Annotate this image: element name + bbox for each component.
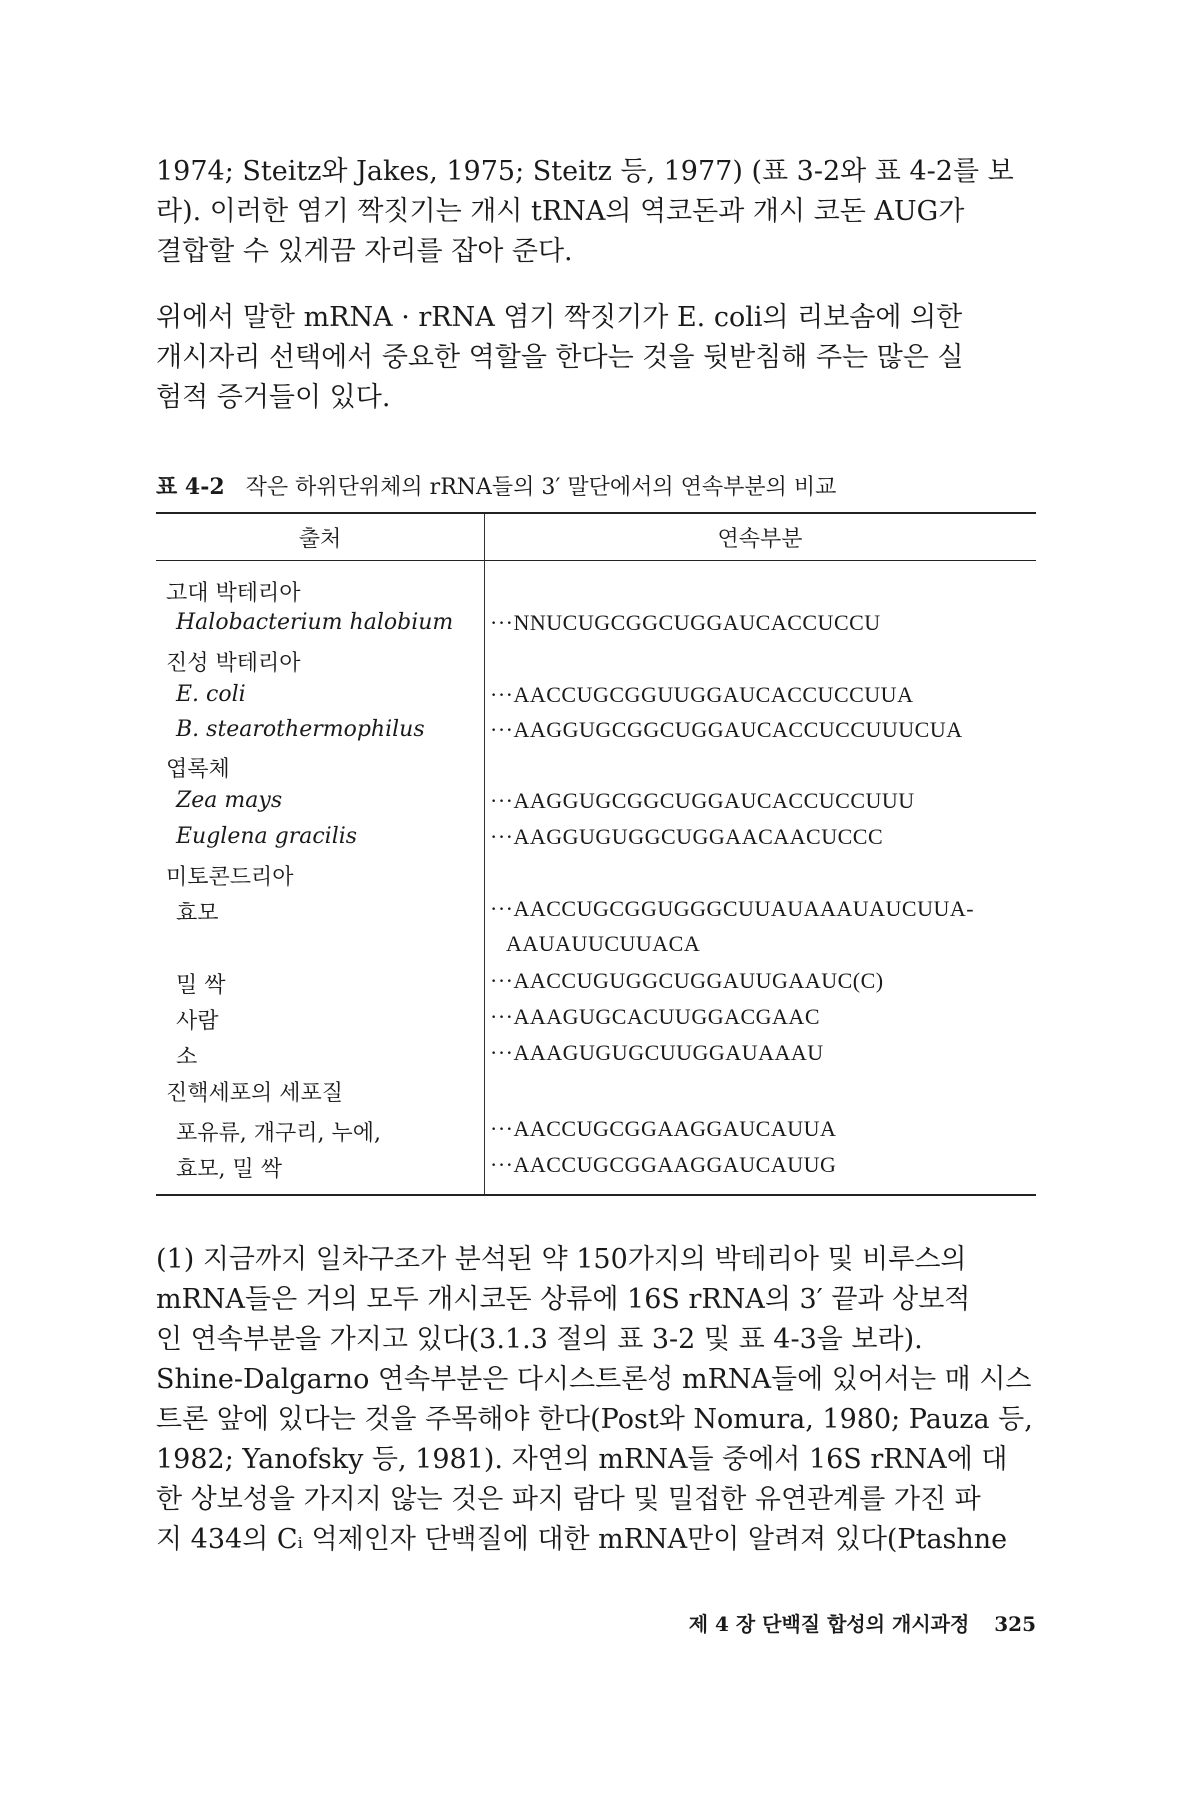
row-sequence: ···AAAGUGCACUUGGACGAAC [490,1004,820,1029]
text-line: mRNA들은 거의 모두 개시코돈 상류에 16S rRNA의 3′ 끝과 상보적 [156,1284,971,1315]
table-row [156,1036,1036,1070]
table-row [156,642,1036,676]
table-row [156,1148,1036,1182]
row-source: 진성 박테리아 [166,651,301,676]
table-row [156,1000,1036,1034]
row-sequence: ···AAAGUGUGCUUGGAUAAAU [490,1040,824,1065]
table-row [156,678,1036,712]
text-line: Shine-Dalgarno 연속부분은 다시스트론성 mRNA들에 있어서는 매 시스 [156,1364,1032,1395]
table-row [156,606,1036,640]
row-sequence: AAUAUUCUUACA [506,931,701,956]
row-source: Halobacterium halobium [176,610,454,635]
row-sequence: ···AAGGUGCGGCUGGAUCACCUCCUUUCUA [490,717,963,742]
row-source: 소 [176,1045,198,1070]
table-row [156,964,1036,998]
table-header-rule [156,560,1036,561]
text-line: 험적 증거들이 있다. [156,382,391,413]
text-line: 트론 앞에 있다는 것을 주목해야 한다(Post와 Nomura, 1980; Pauza 등, [156,1404,1033,1435]
text-line: 위에서 말한 mRNA · rRNA 염기 짝짓기가 E. coli의 리보솜에 의한 [156,302,963,333]
table-row [156,1112,1036,1146]
page-footer [580,1608,1036,1637]
row-source: 고대 박테리아 [166,581,301,606]
row-sequence: ···AACCUGCGGAAGGAUCAUUA [490,1116,837,1141]
row-source: 효모, 밀 싹 [176,1157,282,1182]
row-sequence: ···AACCUGCGGAAGGAUCAUUG [490,1152,837,1177]
text-line: 지 434의 Cᵢ 억제인자 단백질에 대한 mRNA만이 알려져 있다(Ptashne [156,1524,1008,1555]
table-bottom-rule [156,1194,1036,1196]
table-row [156,713,1036,747]
text-line: 결합할 수 있게끔 자리를 잡아 준다. [156,236,573,267]
text-line: 한 상보성을 가지지 않는 것은 파지 람다 및 밀접한 유연관계를 가진 파 [156,1484,981,1515]
row-sequence: ···AACCUGCGGUGGGCUUAUAAAUAUCUUA- [490,896,975,921]
text-line: 라). 이러한 염기 짝짓기는 개시 tRNA의 역코돈과 개시 코돈 AUG가 [156,196,965,227]
row-sequence: ···AAGGUGCGGCUGGAUCACCUCCUUU [490,788,915,813]
row-sequence: ···AACCUGCGGUUGGAUCACCUCCUUA [490,682,914,707]
row-source: 미토콘드리아 [166,865,294,890]
text-line: 개시자리 선택에서 중요한 역할을 한다는 것을 뒷받침해 주는 많은 실 [156,342,964,373]
table-row [156,927,1036,961]
text-line: 1974; Steitz와 Jakes, 1975; Steitz 등, 1977) (표 3-2와 표 4-2를 보 [156,156,1014,187]
page-number: 325 [994,1612,1036,1636]
row-source: 엽록체 [166,757,230,782]
table-row [156,856,1036,890]
chapter-title: 제 4 장 단백질 합성의 개시과정 [688,1612,970,1636]
column-header-sequence: 연속부분 [717,527,803,552]
paragraph-2 [156,298,1036,418]
paragraph-3 [156,1240,1036,1560]
row-source: 포유류, 개구리, 누에, [176,1121,381,1146]
table-caption [156,470,1036,501]
row-sequence: ···AACCUGUGGCUGGAUUGAAUC(C) [490,968,884,993]
table-title: 작은 하위단위체의 rRNA들의 3′ 말단에서의 연속부분의 비교 [245,475,837,500]
paragraph-1 [156,152,1036,272]
row-source: 밀 싹 [176,973,226,998]
row-source: 진핵세포의 세포질 [166,1081,344,1106]
table-row [156,748,1036,782]
text-line: (1) 지금까지 일차구조가 분석된 약 150가지의 박테리아 및 비루스의 [156,1244,967,1275]
column-header-source: 출처 [298,527,342,552]
table-top-rule [156,512,1036,514]
table-row [156,892,1036,926]
row-source: Euglena gracilis [176,824,358,849]
row-sequence: ···NNUCUGCGGCUGGAUCACCUCCU [490,610,881,635]
table-label: 표 4-2 [156,474,225,500]
table-row [156,1072,1036,1106]
row-source: Zea mays [176,788,283,813]
row-sequence: ···AAGGUGUGGCUGGAACAACUCCC [490,824,884,849]
row-source: E. coli [176,682,246,707]
row-source: 효모 [176,901,219,926]
table-row [156,784,1036,818]
text-line: 1982; Yanofsky 등, 1981). 자연의 mRNA들 중에서 16S rRNA에 대 [156,1444,1008,1475]
row-source: B. stearothermophilus [176,717,425,742]
text-line: 인 연속부분을 가지고 있다(3.1.3 절의 표 3-2 및 표 4-3을 보라). [156,1324,923,1355]
table-row [156,572,1036,606]
row-source: 사람 [176,1009,219,1034]
table-row [156,820,1036,854]
